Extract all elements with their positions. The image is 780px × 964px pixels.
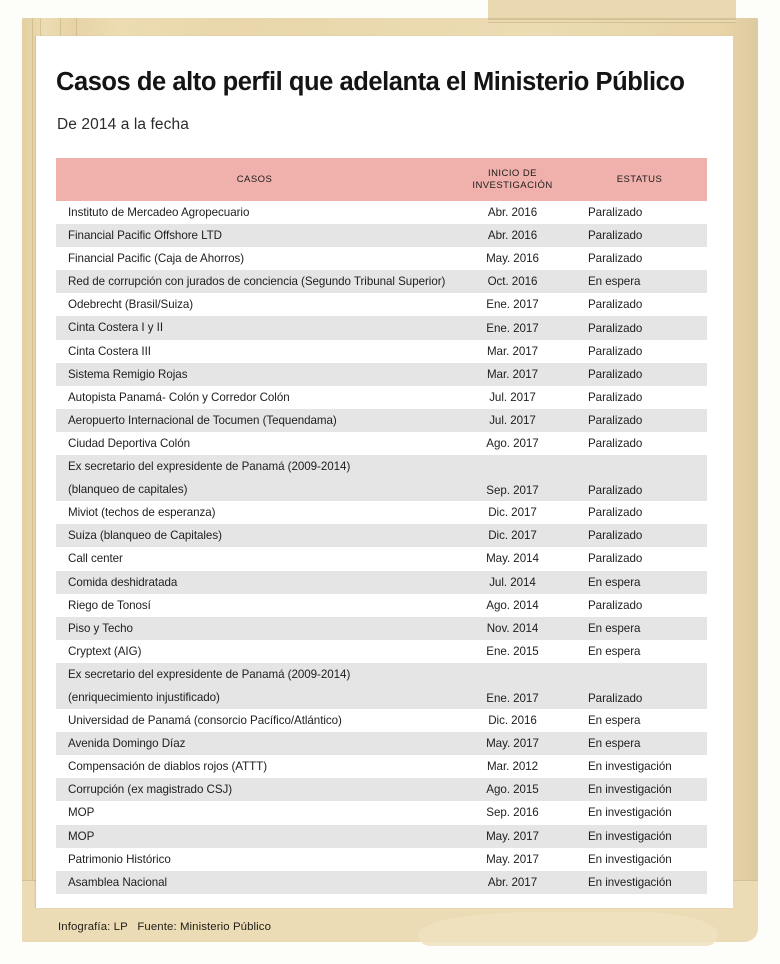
table-row bbox=[56, 201, 707, 224]
cell-investigation-start: May. 2016 bbox=[486, 252, 539, 266]
cell-investigation-start: Mar. 2017 bbox=[453, 363, 572, 386]
cell-status: Paralizado bbox=[588, 552, 643, 566]
table-row bbox=[56, 871, 707, 894]
table-row bbox=[56, 224, 707, 247]
table-row bbox=[56, 801, 707, 824]
cell-investigation-start: Ene. 2017 bbox=[453, 316, 572, 339]
cell-case bbox=[56, 455, 453, 501]
table-row bbox=[56, 455, 707, 501]
cell-investigation-start: Sep. 2017 bbox=[453, 455, 572, 501]
cell-status: En espera bbox=[588, 644, 641, 658]
cell-investigation-start: Nov. 2014 bbox=[453, 617, 572, 640]
cell-case: Cinta Costera III bbox=[68, 344, 151, 358]
cell-case: Patrimonio Histórico bbox=[68, 852, 171, 866]
cell-investigation-start: Ene. 2015 bbox=[486, 644, 539, 658]
page-subtitle: De 2014 a la fecha bbox=[57, 116, 189, 133]
cell-investigation-start: Ene. 2017 bbox=[453, 663, 572, 709]
cell-investigation-start: May. 2017 bbox=[453, 825, 572, 848]
table-row bbox=[56, 340, 707, 363]
cases-table bbox=[56, 158, 707, 894]
table-row bbox=[56, 547, 707, 570]
page-title: Casos de alto perfil que adelanta el Ministerio Público bbox=[56, 68, 685, 96]
table-row bbox=[56, 363, 707, 386]
cell-investigation-start: Ago. 2017 bbox=[486, 436, 539, 450]
table-row bbox=[56, 825, 707, 848]
cell-status: Paralizado bbox=[588, 436, 643, 450]
cell-status: Paralizado bbox=[588, 344, 643, 358]
table-row bbox=[56, 848, 707, 871]
table-row bbox=[56, 571, 707, 594]
cell-case: Ciudad Deportiva Colón bbox=[68, 436, 190, 450]
table-row bbox=[56, 293, 707, 316]
table-body bbox=[56, 201, 707, 894]
cell-status: Paralizado bbox=[572, 524, 707, 547]
cell-case-line2: (blanqueo de capitales) bbox=[68, 483, 188, 497]
table-header bbox=[56, 158, 707, 201]
table-row bbox=[56, 501, 707, 524]
table-row bbox=[56, 778, 707, 801]
table-row bbox=[56, 524, 707, 547]
cell-case: Odebrecht (Brasil/Suiza) bbox=[68, 298, 194, 312]
cell-investigation-start: Dic. 2017 bbox=[488, 506, 537, 520]
cell-case: Aeropuerto Internacional de Tocumen (Tequendama) bbox=[56, 409, 453, 432]
cell-investigation-start: Dic. 2017 bbox=[453, 524, 572, 547]
cell-investigation-start: Ene. 2017 bbox=[486, 298, 539, 312]
cell-status: Paralizado bbox=[588, 298, 643, 312]
cell-case: Sistema Remigio Rojas bbox=[56, 363, 453, 386]
cell-investigation-start: Mar. 2012 bbox=[486, 760, 539, 774]
cell-status: Paralizado bbox=[588, 598, 643, 612]
cell-investigation-start: Abr. 2017 bbox=[453, 871, 572, 894]
paper-sheet bbox=[36, 36, 733, 908]
cell-case: Universidad de Panamá (consorcio Pacífico/Atlántico) bbox=[68, 714, 342, 728]
table-row bbox=[56, 432, 707, 455]
cell-case: MOP bbox=[56, 825, 453, 848]
cell-case: Miviot (techos de esperanza) bbox=[68, 506, 216, 520]
cell-status: Paralizado bbox=[572, 363, 707, 386]
cell-investigation-start: Sep. 2016 bbox=[486, 806, 539, 820]
cell-status: Paralizado bbox=[572, 409, 707, 432]
cell-investigation-start: Mar. 2017 bbox=[486, 344, 539, 358]
cell-status: En espera bbox=[572, 617, 707, 640]
cell-status: Paralizado bbox=[572, 663, 707, 709]
cell-case: Corrupción (ex magistrado CSJ) bbox=[56, 778, 453, 801]
cell-case-line1: Ex secretario del expresidente de Panamá (2009-2014) bbox=[68, 460, 351, 474]
cell-status: Paralizado bbox=[572, 316, 707, 339]
cell-status: Paralizado bbox=[588, 252, 643, 266]
cell-investigation-start: Jul. 2014 bbox=[453, 571, 572, 594]
cell-investigation-start: May. 2017 bbox=[453, 732, 572, 755]
cell-status: En investigación bbox=[572, 825, 707, 848]
cell-case-line1: Ex secretario del expresidente de Panamá (2009-2014) bbox=[68, 667, 351, 681]
cell-investigation-start: Abr. 2016 bbox=[487, 206, 538, 220]
table-row bbox=[56, 594, 707, 617]
column-header-status: ESTATUS bbox=[572, 158, 707, 201]
cell-investigation-start: Abr. 2016 bbox=[453, 224, 572, 247]
cell-case: Riego de Tonosí bbox=[68, 598, 151, 612]
cell-case: MOP bbox=[68, 806, 95, 820]
table-row bbox=[56, 247, 707, 270]
cell-case: Autopista Panamá- Colón y Corredor Colón bbox=[68, 390, 290, 404]
table-row bbox=[56, 732, 707, 755]
cell-case: Piso y Techo bbox=[56, 617, 453, 640]
cell-status: En espera bbox=[588, 714, 641, 728]
table-row bbox=[56, 270, 707, 293]
cell-case: Financial Pacific (Caja de Ahorros) bbox=[68, 252, 245, 266]
cell-status: Paralizado bbox=[572, 455, 707, 501]
cell-status: En investigación bbox=[572, 778, 707, 801]
cell-status: En investigación bbox=[588, 852, 672, 866]
cell-case: Comida deshidratada bbox=[56, 571, 453, 594]
cell-status: En investigación bbox=[588, 760, 672, 774]
cell-case: Asamblea Nacional bbox=[56, 871, 453, 894]
cell-investigation-start: Jul. 2017 bbox=[453, 409, 572, 432]
column-header-line1: INICIO DE bbox=[488, 168, 537, 179]
cell-status: Paralizado bbox=[572, 224, 707, 247]
cell-investigation-start: May. 2014 bbox=[486, 552, 539, 566]
table-row bbox=[56, 409, 707, 432]
cell-status: Paralizado bbox=[588, 506, 643, 520]
cell-case bbox=[56, 663, 453, 709]
column-header-line2: INVESTIGACIÓN bbox=[472, 179, 553, 191]
table-row bbox=[56, 755, 707, 778]
folder-lip-wedge bbox=[418, 912, 718, 946]
folder-crease bbox=[32, 18, 33, 942]
cell-status: Paralizado bbox=[588, 390, 643, 404]
column-header-cases: CASOS bbox=[56, 158, 453, 201]
cell-investigation-start: Oct. 2016 bbox=[453, 270, 572, 293]
cell-status: En espera bbox=[572, 270, 707, 293]
cell-case: Avenida Domingo Díaz bbox=[56, 732, 453, 755]
cell-investigation-start: Jul. 2017 bbox=[489, 390, 536, 404]
table-row bbox=[56, 316, 707, 339]
table-row bbox=[56, 640, 707, 663]
cell-status: En espera bbox=[572, 732, 707, 755]
column-header-investigation-start bbox=[453, 158, 572, 201]
cell-status: En investigación bbox=[588, 806, 672, 820]
cell-case-line2: (enriquecimiento injustificado) bbox=[68, 690, 220, 704]
cell-status: En espera bbox=[572, 571, 707, 594]
table-row bbox=[56, 709, 707, 732]
cell-investigation-start: May. 2017 bbox=[486, 852, 539, 866]
table-row bbox=[56, 617, 707, 640]
cell-investigation-start: Dic. 2016 bbox=[488, 714, 537, 728]
cell-case: Financial Pacific Offshore LTD bbox=[56, 224, 453, 247]
cell-investigation-start: Ago. 2015 bbox=[453, 778, 572, 801]
cell-case: Call center bbox=[68, 552, 123, 566]
table-header-row bbox=[56, 158, 707, 201]
cell-case: Compensación de diablos rojos (ATTT) bbox=[68, 760, 268, 774]
cell-case: Red de corrupción con jurados de conciencia (Segundo Tribunal Superior) bbox=[56, 270, 453, 293]
table-row bbox=[56, 386, 707, 409]
cell-case: Cryptext (AIG) bbox=[68, 644, 142, 658]
cell-case: Cinta Costera I y II bbox=[56, 316, 453, 339]
cell-status: En investigación bbox=[572, 871, 707, 894]
cell-investigation-start: Ago. 2014 bbox=[486, 598, 539, 612]
cell-case: Suiza (blanqueo de Capitales) bbox=[56, 524, 453, 547]
table-row bbox=[56, 663, 707, 709]
footer-credit: Infografía: LP Fuente: Ministerio Público bbox=[58, 921, 272, 933]
folder-tab-seam bbox=[488, 18, 736, 20]
cell-status: Paralizado bbox=[588, 206, 643, 220]
cell-case: Instituto de Mercadeo Agropecuario bbox=[68, 206, 250, 219]
